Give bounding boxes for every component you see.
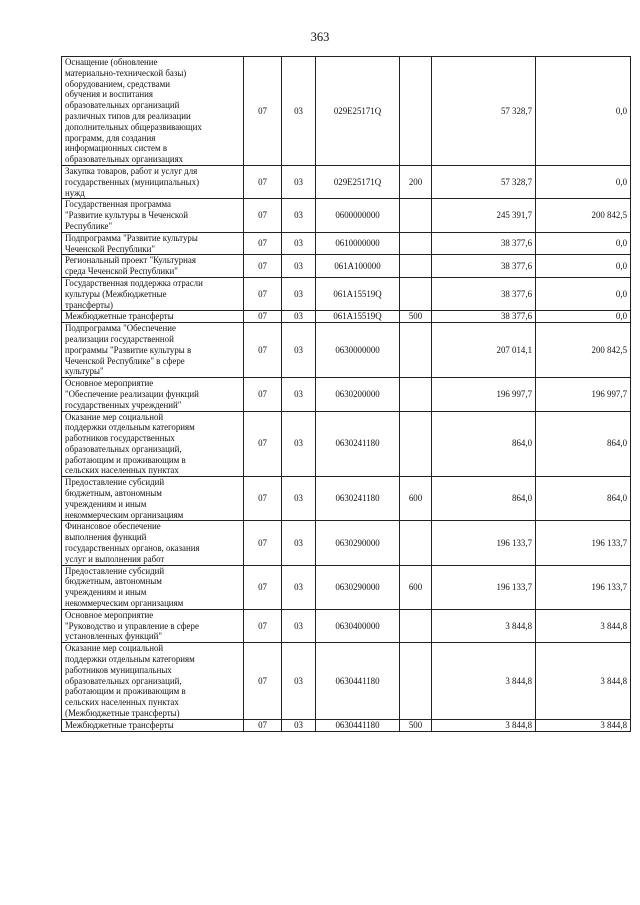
subsection-code-cell: 03 <box>282 199 316 232</box>
amount-cell: 207 014,1 <box>432 323 536 378</box>
target-article-cell: 0630290000 <box>316 521 400 565</box>
table-row <box>62 378 631 411</box>
expense-type-cell <box>400 521 432 565</box>
table-row <box>62 521 631 565</box>
row-name-cell: Межбюджетные трансферты <box>62 719 244 731</box>
row-name-cell: Региональный проект "Культурная среда Чеченской Республики" <box>62 255 244 278</box>
expense-type-cell <box>400 609 432 642</box>
section-code-cell: 07 <box>244 165 282 198</box>
subsection-code-cell: 03 <box>282 277 316 310</box>
federal-amount-cell: 196 133,7 <box>536 565 631 609</box>
table-row <box>62 477 631 521</box>
amount-cell: 3 844,8 <box>432 719 536 731</box>
subsection-code-cell: 03 <box>282 643 316 720</box>
target-article-cell: 0630200000 <box>316 378 400 411</box>
expense-type-cell <box>400 255 432 278</box>
table-row <box>62 255 631 278</box>
federal-amount-cell: 864,0 <box>536 411 631 477</box>
row-name-cell: Государственная поддержка отрасли культуры (Межбюджетные трансферты) <box>62 277 244 310</box>
amount-cell: 57 328,7 <box>432 165 536 198</box>
subsection-code-cell: 03 <box>282 477 316 521</box>
expense-type-cell <box>400 323 432 378</box>
table-row <box>62 232 631 255</box>
row-name-cell: Государственная программа "Развитие культуры в Чеченской Республике" <box>62 199 244 232</box>
federal-amount-cell: 3 844,8 <box>536 609 631 642</box>
federal-amount-cell: 200 842,5 <box>536 323 631 378</box>
federal-amount-cell: 196 133,7 <box>536 521 631 565</box>
subsection-code-cell: 03 <box>282 165 316 198</box>
section-code-cell: 07 <box>244 378 282 411</box>
target-article-cell: 061A15519Q <box>316 311 400 323</box>
federal-amount-cell: 0,0 <box>536 165 631 198</box>
amount-cell: 196 133,7 <box>432 521 536 565</box>
expense-type-cell: 500 <box>400 311 432 323</box>
amount-cell: 3 844,8 <box>432 643 536 720</box>
section-code-cell: 07 <box>244 521 282 565</box>
expense-type-cell <box>400 57 432 166</box>
subsection-code-cell: 03 <box>282 323 316 378</box>
subsection-code-cell: 03 <box>282 255 316 278</box>
target-article-cell: 0630441180 <box>316 719 400 731</box>
table-row <box>62 57 631 166</box>
section-code-cell: 07 <box>244 719 282 731</box>
expense-type-cell <box>400 277 432 310</box>
amount-cell: 38 377,6 <box>432 311 536 323</box>
amount-cell: 245 391,7 <box>432 199 536 232</box>
expense-type-cell <box>400 199 432 232</box>
target-article-cell: 0630241180 <box>316 411 400 477</box>
expense-type-cell: 500 <box>400 719 432 731</box>
target-article-cell: 061A15519Q <box>316 277 400 310</box>
row-name-cell: Оказание мер социальной поддержки отдельным категориям работников государственных образовательных организаций, работающим и проживающим в сельских населенных пунктах <box>62 411 244 477</box>
target-article-cell: 029E25171Q <box>316 165 400 198</box>
subsection-code-cell: 03 <box>282 411 316 477</box>
federal-amount-cell: 0,0 <box>536 57 631 166</box>
row-name-cell: Основное мероприятие "Руководство и управление в сфере установленных функций" <box>62 609 244 642</box>
target-article-cell: 0610000000 <box>316 232 400 255</box>
section-code-cell: 07 <box>244 565 282 609</box>
section-code-cell: 07 <box>244 277 282 310</box>
section-code-cell: 07 <box>244 323 282 378</box>
subsection-code-cell: 03 <box>282 57 316 166</box>
table-row <box>62 719 631 731</box>
section-code-cell: 07 <box>244 255 282 278</box>
row-name-cell: Предоставление субсидий бюджетным, автономным учреждениям и иным некоммерческим организациям <box>62 477 244 521</box>
section-code-cell: 07 <box>244 199 282 232</box>
section-code-cell: 07 <box>244 57 282 166</box>
subsection-code-cell: 03 <box>282 378 316 411</box>
subsection-code-cell: 03 <box>282 609 316 642</box>
table-row <box>62 411 631 477</box>
amount-cell: 38 377,6 <box>432 277 536 310</box>
amount-cell: 864,0 <box>432 477 536 521</box>
section-code-cell: 07 <box>244 411 282 477</box>
subsection-code-cell: 03 <box>282 565 316 609</box>
federal-amount-cell: 196 997,7 <box>536 378 631 411</box>
amount-cell: 57 328,7 <box>432 57 536 166</box>
target-article-cell: 0630000000 <box>316 323 400 378</box>
target-article-cell: 029E25171Q <box>316 57 400 166</box>
table-row <box>62 311 631 323</box>
row-name-cell: Оказание мер социальной поддержки отдельным категориям работников муниципальных образовательных организаций, работающим и проживающим в сельских населенных пунктах (Межбюджетные трансферты) <box>62 643 244 720</box>
row-name-cell: Подпрограмма "Развитие культуры Чеченской Республики" <box>62 232 244 255</box>
expense-type-cell <box>400 232 432 255</box>
table-row <box>62 277 631 310</box>
subsection-code-cell: 03 <box>282 311 316 323</box>
expense-type-cell: 600 <box>400 477 432 521</box>
expense-type-cell: 200 <box>400 165 432 198</box>
section-code-cell: 07 <box>244 643 282 720</box>
table-row <box>62 609 631 642</box>
amount-cell: 196 997,7 <box>432 378 536 411</box>
expense-type-cell: 600 <box>400 565 432 609</box>
target-article-cell: 0630290000 <box>316 565 400 609</box>
subsection-code-cell: 03 <box>282 521 316 565</box>
table-row <box>62 643 631 720</box>
federal-amount-cell: 0,0 <box>536 311 631 323</box>
section-code-cell: 07 <box>244 232 282 255</box>
target-article-cell: 0630441180 <box>316 643 400 720</box>
amount-cell: 38 377,6 <box>432 255 536 278</box>
expense-type-cell <box>400 378 432 411</box>
federal-amount-cell: 0,0 <box>536 277 631 310</box>
section-code-cell: 07 <box>244 477 282 521</box>
row-name-cell: Основное мероприятие "Обеспечение реализации функций государственных учреждений" <box>62 378 244 411</box>
table-row <box>62 323 631 378</box>
row-name-cell: Подпрограмма "Обеспечение реализации государственной программы "Развитие культуры в Чеченской Республике" в сфере культуры" <box>62 323 244 378</box>
target-article-cell: 0630400000 <box>316 609 400 642</box>
row-name-cell: Финансовое обеспечение выполнения функций государственных органов, оказания услуг и выполнения работ <box>62 521 244 565</box>
row-name-cell: Предоставление субсидий бюджетным, автономным учреждениям и иным некоммерческим организациям <box>62 565 244 609</box>
amount-cell: 196 133,7 <box>432 565 536 609</box>
federal-amount-cell: 0,0 <box>536 232 631 255</box>
row-name-cell: Межбюджетные трансферты <box>62 311 244 323</box>
federal-amount-cell: 3 844,8 <box>536 643 631 720</box>
subsection-code-cell: 03 <box>282 232 316 255</box>
subsection-code-cell: 03 <box>282 719 316 731</box>
section-code-cell: 07 <box>244 609 282 642</box>
budget-table-body <box>62 57 631 732</box>
amount-cell: 38 377,6 <box>432 232 536 255</box>
expense-type-cell <box>400 411 432 477</box>
federal-amount-cell: 864,0 <box>536 477 631 521</box>
federal-amount-cell: 200 842,5 <box>536 199 631 232</box>
federal-amount-cell: 3 844,8 <box>536 719 631 731</box>
section-code-cell: 07 <box>244 311 282 323</box>
table-row <box>62 165 631 198</box>
table-row <box>62 199 631 232</box>
row-name-cell: Оснащение (обновление материально-технической базы) оборудованием, средствами обучения и воспитания образовательных организаций различных типов для реализации дополнительных общеразвивающих программ, для создания информационных систем в образовательных организациях <box>62 57 244 166</box>
row-name-cell: Закупка товаров, работ и услуг для государственных (муниципальных) нужд <box>62 165 244 198</box>
target-article-cell: 061A100000 <box>316 255 400 278</box>
federal-amount-cell: 0,0 <box>536 255 631 278</box>
table-row <box>62 565 631 609</box>
expense-type-cell <box>400 643 432 720</box>
amount-cell: 3 844,8 <box>432 609 536 642</box>
target-article-cell: 0600000000 <box>316 199 400 232</box>
amount-cell: 864,0 <box>432 411 536 477</box>
budget-table <box>61 56 631 732</box>
page-number: 363 <box>310 30 330 44</box>
target-article-cell: 0630241180 <box>316 477 400 521</box>
